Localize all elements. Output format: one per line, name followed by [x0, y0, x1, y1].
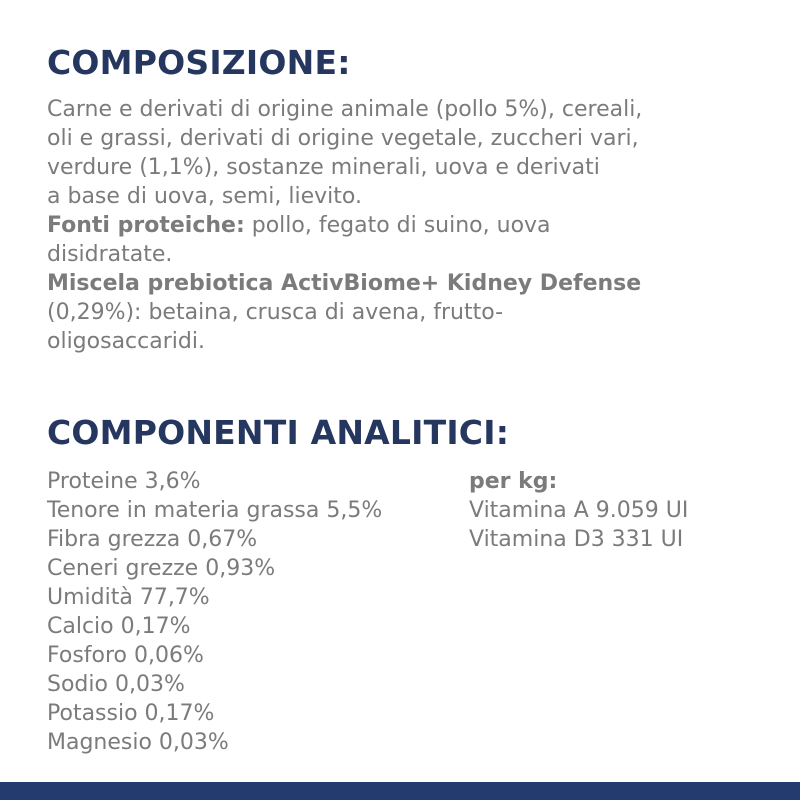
vitamin-item: Vitamina A 9.059 UI: [469, 498, 689, 523]
prebiotic-blend-label: Miscela prebiotica ActivBiome+ Kidney Defense: [47, 271, 642, 296]
protein-sources-continuation: disidratate.: [47, 242, 173, 267]
analytical-value-item: Fosforo 0,06%: [47, 643, 204, 668]
analytical-value-item: Fibra grezza 0,67%: [47, 527, 258, 552]
analytical-value-item: Sodio 0,03%: [47, 672, 185, 697]
composition-heading: COMPOSIZIONE:: [47, 43, 351, 82]
analytical-value-item: Umidità 77,7%: [47, 585, 210, 610]
vitamin-item: Vitamina D3 331 UI: [469, 527, 684, 552]
protein-sources-text: pollo, fegato di suino, uova: [244, 213, 551, 238]
composition-line: a base di uova, semi, lievito.: [47, 184, 362, 209]
per-kg-label: per kg:: [469, 469, 558, 494]
prebiotic-blend-continuation: oligosaccaridi.: [47, 329, 205, 354]
composition-text: [47, 95, 787, 356]
analytical-value-item: Ceneri grezze 0,93%: [47, 556, 276, 581]
analytical-components-heading: COMPONENTI ANALITICI:: [47, 413, 510, 452]
footer-bar: [0, 782, 800, 800]
prebiotic-blend-text: (0,29%): betaina, crusca di avena, frutto-: [47, 300, 504, 325]
analytical-value-item: Magnesio 0,03%: [47, 730, 229, 755]
composition-line: verdure (1,1%), sostanze minerali, uova e derivati: [47, 155, 600, 180]
analytical-value-item: Potassio 0,17%: [47, 701, 215, 726]
analytical-value-item: Proteine 3,6%: [47, 469, 201, 494]
composition-line: Carne e derivati di origine animale (pollo 5%), cereali,: [47, 97, 643, 122]
analytical-values-list: [47, 467, 382, 757]
protein-sources-label: Fonti proteiche:: [47, 213, 245, 238]
vitamins-list: [469, 467, 688, 554]
protein-sources-line: [47, 211, 787, 240]
composition-line: oli e grassi, derivati di origine vegetale, zuccheri vari,: [47, 126, 639, 151]
analytical-value-item: Calcio 0,17%: [47, 614, 191, 639]
analytical-value-item: Tenore in materia grassa 5,5%: [47, 498, 383, 523]
